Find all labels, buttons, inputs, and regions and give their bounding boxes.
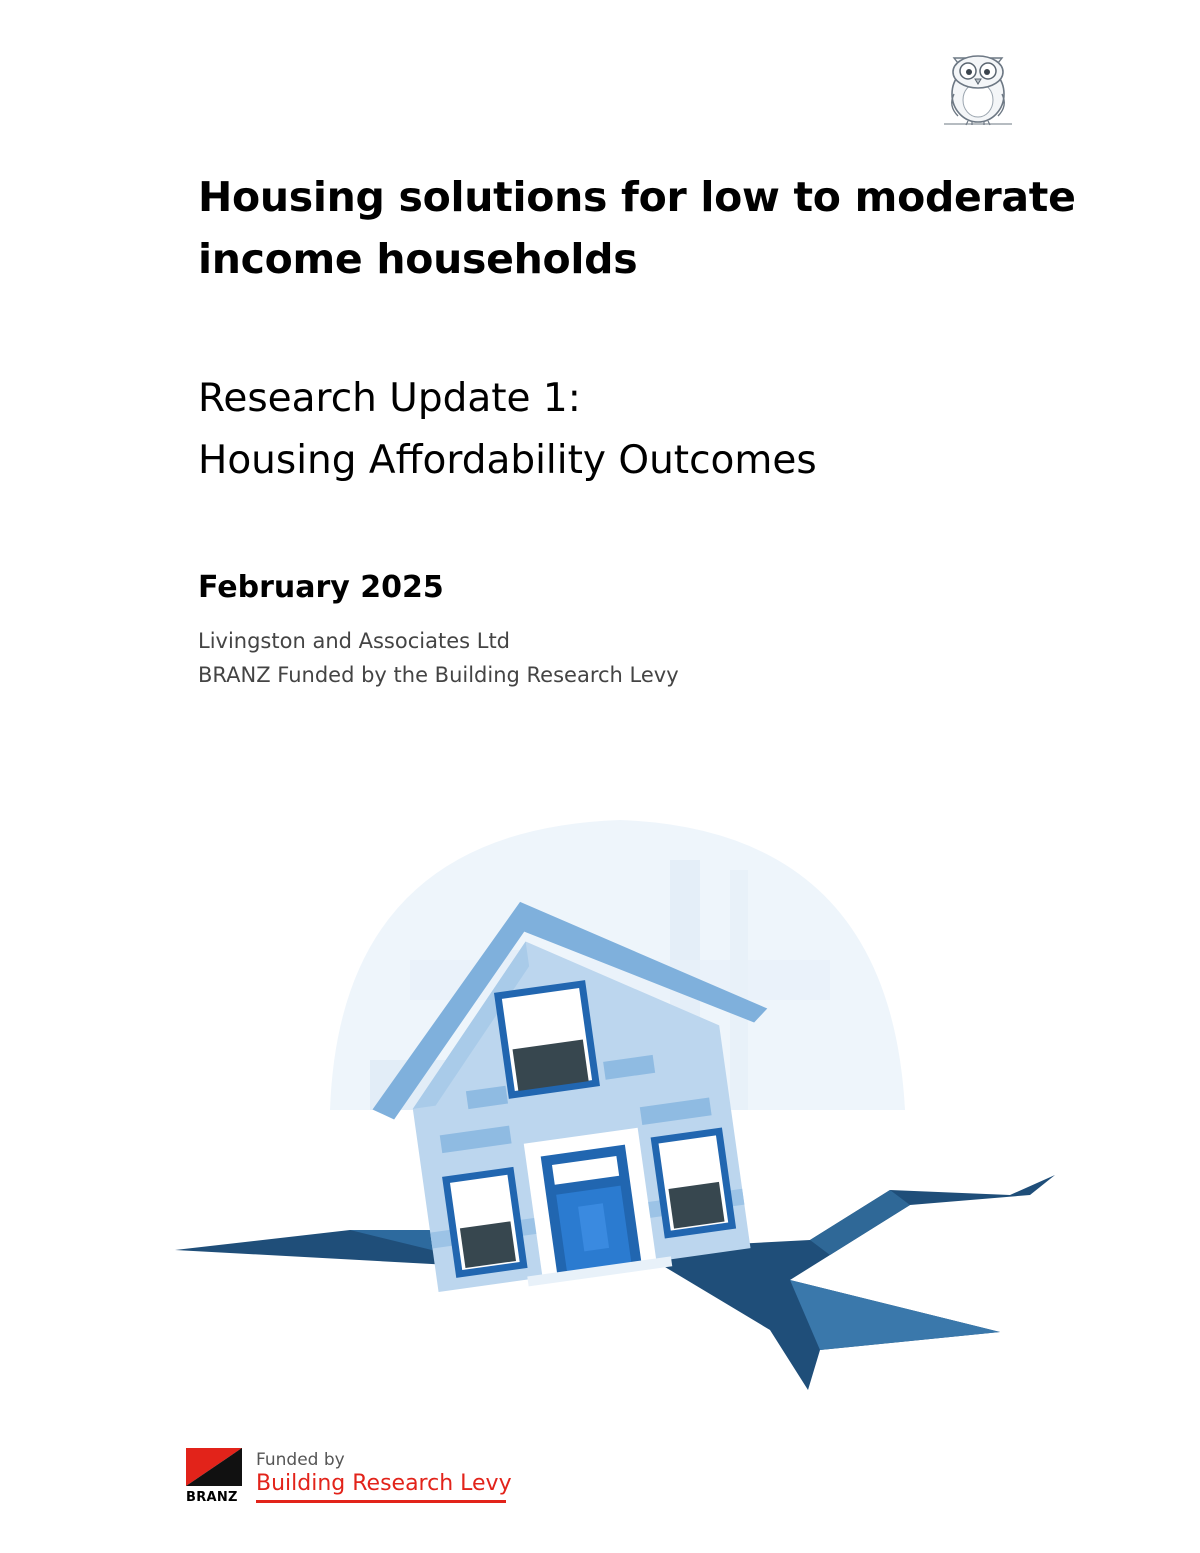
levy-name: Building Research Levy	[256, 1471, 512, 1496]
levy-underline	[256, 1500, 506, 1503]
author-line: Livingston and Associates Ltd	[198, 629, 511, 653]
document-title	[198, 166, 1098, 290]
document-subtitle	[198, 368, 1098, 492]
title-line-1: Housing solutions for low to moderate	[198, 173, 1076, 221]
subtitle-line-2: Housing Affordability Outcomes	[198, 438, 817, 483]
funded-by-label: Funded by	[256, 1450, 345, 1470]
funding-line: BRANZ Funded by the Building Research Levy	[198, 663, 679, 687]
branz-label: BRANZ	[186, 1490, 238, 1505]
owl-icon	[940, 44, 1016, 128]
footer-logo	[186, 1448, 526, 1508]
subtitle-line-1: Research Update 1:	[198, 376, 581, 421]
publication-date: February 2025	[198, 570, 444, 605]
house-illustration	[170, 810, 1070, 1400]
title-line-2: income households	[198, 235, 638, 283]
credits-block	[198, 624, 679, 692]
